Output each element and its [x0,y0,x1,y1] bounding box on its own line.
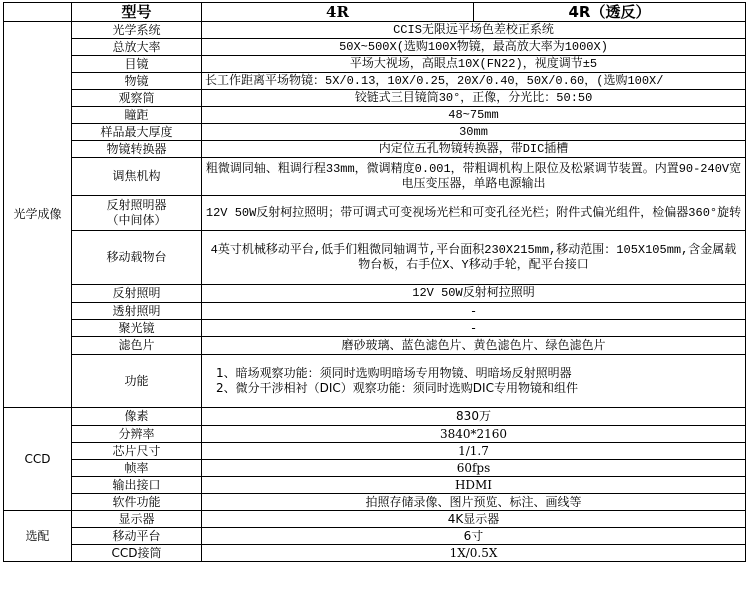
row-label: 透射照明 [72,303,202,320]
row-label: 物镜转换器 [72,141,202,158]
row-label: 软件功能 [72,494,202,511]
row-value: 4英寸机械移动平台,低手们粗微同轴调节,平台面积230X215mm,移动范围：105X105mm,含金属载物台板，右手位X、Y移动手轮，配平台接口 [202,231,746,285]
table-row [4,303,746,320]
row-label: 调焦机构 [72,158,202,196]
row-label: 功能 [72,355,202,408]
row-value: 1X/0.5X [202,545,746,562]
table-row [4,545,746,562]
table-row [4,337,746,355]
row-label: 反射照明器 （中间体） [72,196,202,231]
row-label: 反射照明 [72,285,202,303]
header-group-cell [4,3,72,22]
header-4r-trans: 4R（透反） [474,3,746,22]
row-label: 芯片尺寸 [72,443,202,460]
header-row [4,3,746,22]
row-label: 显示器 [72,511,202,528]
row-label: 帧率 [72,460,202,477]
row-value: 长工作距离平场物镜：5X/0.13，10X/0.25，20X/0.40，50X/0.60，(选购100X/ [202,73,746,90]
row-value: 12V 50W反射柯拉照明 [202,285,746,303]
row-label: 目镜 [72,56,202,73]
row-value: 60fps [202,460,746,477]
row-value: 粗微调同轴、粗调行程33mm，微调精度0.001，带粗调机构上限位及松紧调节装置。内置90-240V宽电压变压器，单路电源输出 [202,158,746,196]
group-optical: 光学成像 [4,22,72,408]
row-value [202,355,746,408]
table-row [4,141,746,158]
row-value: HDMI [202,477,746,494]
row-label: 样品最大厚度 [72,124,202,141]
table-row [4,528,746,545]
table-row [4,22,746,39]
table-row [4,460,746,477]
row-label: 物镜 [72,73,202,90]
row-value: CCIS无限远平场色差校正系统 [202,22,746,39]
row-value: 12V 50W反射柯拉照明；带可调式可变视场光栏和可变孔径光栏；附件式偏光组件，检偏器360°旋转 [202,196,746,231]
table-row [4,107,746,124]
group-optional: 选配 [4,511,72,562]
row-value: 磨砂玻璃、蓝色滤色片、黄色滤色片、绿色滤色片 [202,337,746,355]
row-label: 总放大率 [72,39,202,56]
row-value: 6寸 [202,528,746,545]
table-row [4,196,746,231]
row-value: 3840*2160 [202,426,746,443]
table-row [4,73,746,90]
row-label: 输出接口 [72,477,202,494]
function-line-2: 2、微分干涉相衬（DIC）观察功能：须同时选购DIC专用物镜和组件 [216,381,578,395]
row-value: 拍照存储录像、图片预览、标注、画线等 [202,494,746,511]
row-label: 像素 [72,408,202,426]
row-label: 移动平台 [72,528,202,545]
table-row [4,477,746,494]
row-value: 30mm [202,124,746,141]
row-value: 铰链式三目镜筒30°，正像，分光比：50:50 [202,90,746,107]
header-4r: 4R [202,3,474,22]
row-value: 内定位五孔物镜转换器，带DIC插槽 [202,141,746,158]
function-line-1: 1、暗场观察功能：须同时选购明暗场专用物镜、明暗场反射照明器 [216,366,572,380]
table-row [4,39,746,56]
table-row [4,231,746,285]
group-ccd: CCD [4,408,72,511]
table-row [4,56,746,73]
table-row [4,443,746,460]
row-label: 分辨率 [72,426,202,443]
row-label: 移动载物台 [72,231,202,285]
row-value: - [202,303,746,320]
row-label: 观察筒 [72,90,202,107]
table-row [4,285,746,303]
spec-table [3,2,746,562]
table-row [4,90,746,107]
table-row [4,320,746,337]
row-label: 光学系统 [72,22,202,39]
row-label: 瞳距 [72,107,202,124]
table-row [4,511,746,528]
table-row [4,494,746,511]
row-label: CCD接筒 [72,545,202,562]
row-value: 50X~500X(选购100X物镜，最高放大率为1000X) [202,39,746,56]
row-value: 48~75mm [202,107,746,124]
table-row [4,355,746,408]
row-value: 4K显示器 [202,511,746,528]
table-row [4,426,746,443]
table-row [4,408,746,426]
header-model: 型号 [72,3,202,22]
row-value: 1/1.7 [202,443,746,460]
row-label: 滤色片 [72,337,202,355]
row-value: 830万 [202,408,746,426]
row-label: 聚光镜 [72,320,202,337]
table-row [4,158,746,196]
row-value: - [202,320,746,337]
row-value: 平场大视场，高眼点10X(FN22)，视度调节±5 [202,56,746,73]
table-row [4,124,746,141]
